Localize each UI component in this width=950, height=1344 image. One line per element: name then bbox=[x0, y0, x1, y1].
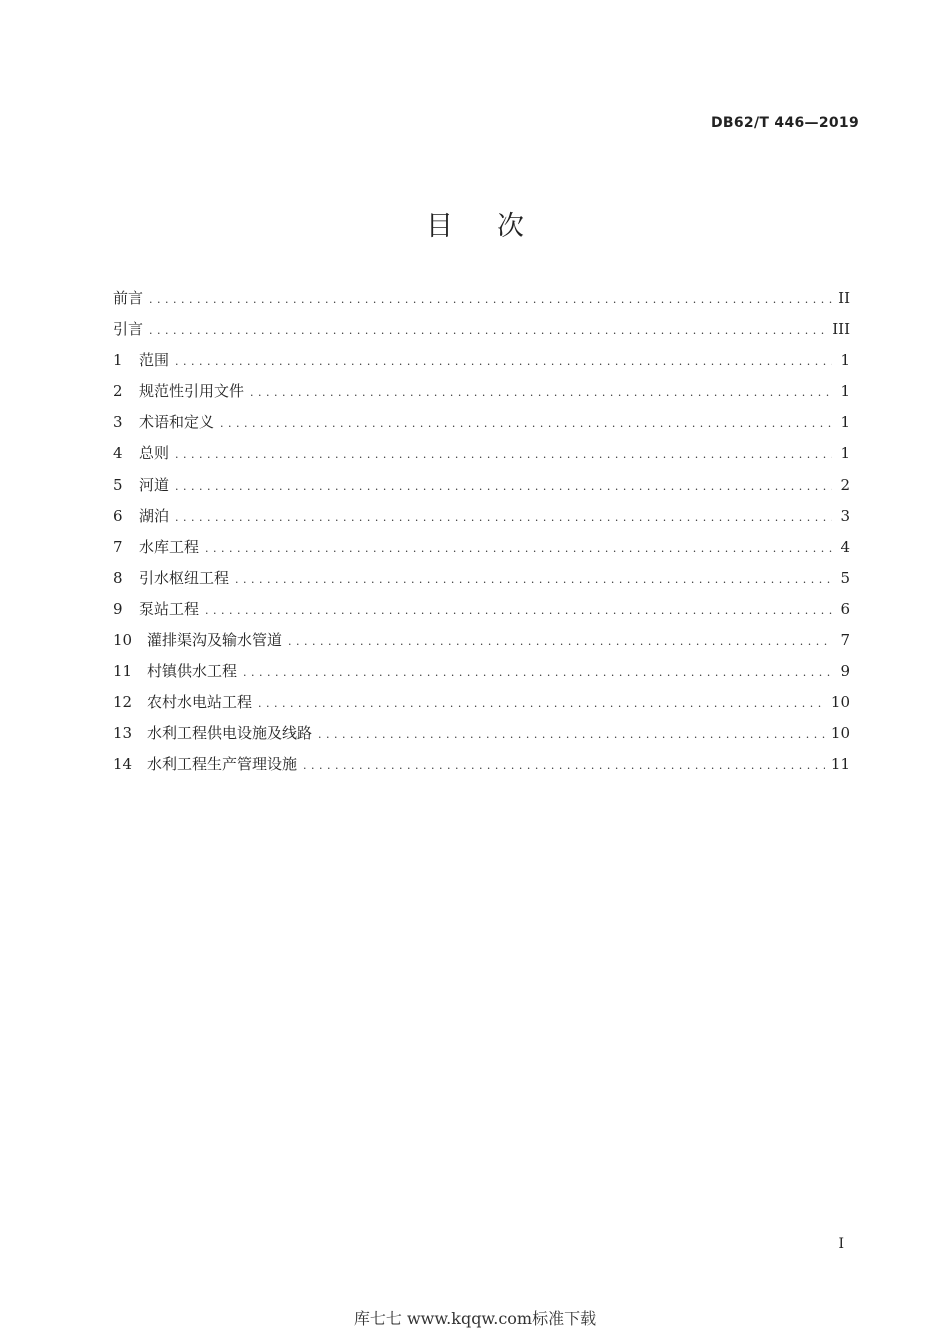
dot-leader bbox=[318, 728, 825, 741]
dot-leader bbox=[175, 480, 832, 493]
toc-entry-page: 3 bbox=[840, 506, 850, 525]
toc-entry[interactable] bbox=[113, 287, 850, 318]
dot-leader bbox=[205, 542, 832, 555]
toc-entry-number: 3 bbox=[113, 413, 123, 432]
toc-entry-number: 13 bbox=[113, 724, 133, 743]
toc-entry-number: 6 bbox=[113, 506, 123, 525]
toc-entry-number: 2 bbox=[113, 382, 123, 401]
table-of-contents bbox=[113, 287, 850, 785]
toc-entry[interactable] bbox=[113, 536, 850, 567]
toc-entry-title: 湖泊 bbox=[139, 506, 170, 525]
toc-entry[interactable] bbox=[113, 722, 850, 753]
page-title: 目次 bbox=[426, 211, 568, 242]
toc-entry-number: 1 bbox=[113, 351, 123, 370]
toc-entry-title: 农村水电站工程 bbox=[147, 693, 253, 712]
toc-entry-title: 前言 bbox=[113, 289, 144, 307]
toc-entry-number: 9 bbox=[113, 599, 123, 618]
toc-entry[interactable] bbox=[113, 380, 850, 411]
dot-leader bbox=[149, 324, 826, 337]
toc-entry-title: 术语和定义 bbox=[139, 413, 215, 432]
toc-entry[interactable] bbox=[113, 442, 850, 473]
dot-leader bbox=[250, 386, 832, 399]
toc-entry-page: 6 bbox=[840, 599, 850, 618]
toc-entry-number: 8 bbox=[113, 568, 123, 587]
dot-leader bbox=[149, 293, 832, 306]
toc-entry[interactable] bbox=[113, 598, 850, 629]
toc-entry[interactable] bbox=[113, 660, 850, 691]
dot-leader bbox=[288, 635, 832, 648]
dot-leader bbox=[205, 604, 832, 617]
dot-leader bbox=[220, 417, 832, 430]
toc-entry-page: 1 bbox=[840, 351, 850, 370]
toc-entry-number: 14 bbox=[113, 755, 133, 774]
dot-leader bbox=[175, 511, 832, 524]
toc-entry[interactable] bbox=[113, 349, 850, 380]
toc-entry-page: 11 bbox=[830, 755, 850, 774]
toc-entry[interactable] bbox=[113, 753, 850, 784]
toc-entry-number: 11 bbox=[113, 662, 133, 681]
toc-entry-title: 规范性引用文件 bbox=[139, 382, 245, 401]
toc-entry[interactable] bbox=[113, 474, 850, 505]
toc-entry-page: 1 bbox=[840, 413, 850, 432]
standard-code: DB62/T 446—2019 bbox=[711, 115, 859, 131]
toc-entry-title: 灌排渠沟及输水管道 bbox=[147, 631, 283, 650]
toc-entry-page: 2 bbox=[840, 475, 850, 494]
dot-leader bbox=[258, 697, 825, 710]
toc-entry-number: 10 bbox=[113, 631, 133, 650]
toc-entry-title: 总则 bbox=[139, 444, 170, 463]
toc-entry[interactable] bbox=[113, 318, 850, 349]
footer-watermark: 库七七 www.kqqw.com标准下载 bbox=[353, 1309, 597, 1328]
page-number: I bbox=[838, 1236, 844, 1252]
toc-entry-page: 1 bbox=[840, 382, 850, 401]
dot-leader bbox=[303, 759, 825, 772]
toc-entry[interactable] bbox=[113, 691, 850, 722]
toc-entry-page: 7 bbox=[840, 631, 850, 650]
toc-entry-title: 河道 bbox=[139, 475, 170, 494]
toc-entry-page: III bbox=[832, 320, 850, 339]
toc-entry[interactable] bbox=[113, 411, 850, 442]
toc-entry-title: 范围 bbox=[139, 351, 170, 370]
toc-entry-title: 引水枢纽工程 bbox=[139, 568, 230, 587]
toc-entry-title: 引言 bbox=[113, 320, 144, 339]
toc-entry-page: 10 bbox=[830, 693, 850, 712]
toc-entry-page: 9 bbox=[840, 662, 850, 681]
dot-leader bbox=[175, 355, 832, 368]
toc-entry-page: 10 bbox=[830, 724, 850, 743]
toc-entry-number: 5 bbox=[113, 475, 123, 494]
toc-entry-page: 4 bbox=[840, 537, 850, 556]
toc-entry-title: 水库工程 bbox=[139, 537, 200, 556]
dot-leader bbox=[175, 448, 832, 461]
toc-entry-title: 村镇供水工程 bbox=[147, 662, 238, 681]
toc-entry-title: 水利工程供电设施及线路 bbox=[147, 724, 313, 743]
toc-entry-page: 5 bbox=[840, 568, 850, 587]
dot-leader bbox=[243, 666, 832, 679]
dot-leader bbox=[235, 573, 832, 586]
toc-entry-title: 泵站工程 bbox=[139, 599, 200, 618]
toc-entry-number: 4 bbox=[113, 444, 123, 463]
toc-entry-page: II bbox=[838, 289, 850, 307]
toc-entry-number: 12 bbox=[113, 693, 133, 712]
toc-entry[interactable] bbox=[113, 629, 850, 660]
toc-entry[interactable] bbox=[113, 567, 850, 598]
toc-entry[interactable] bbox=[113, 505, 850, 536]
toc-entry-page: 1 bbox=[840, 444, 850, 463]
toc-entry-number: 7 bbox=[113, 537, 123, 556]
toc-entry-title: 水利工程生产管理设施 bbox=[147, 755, 298, 774]
